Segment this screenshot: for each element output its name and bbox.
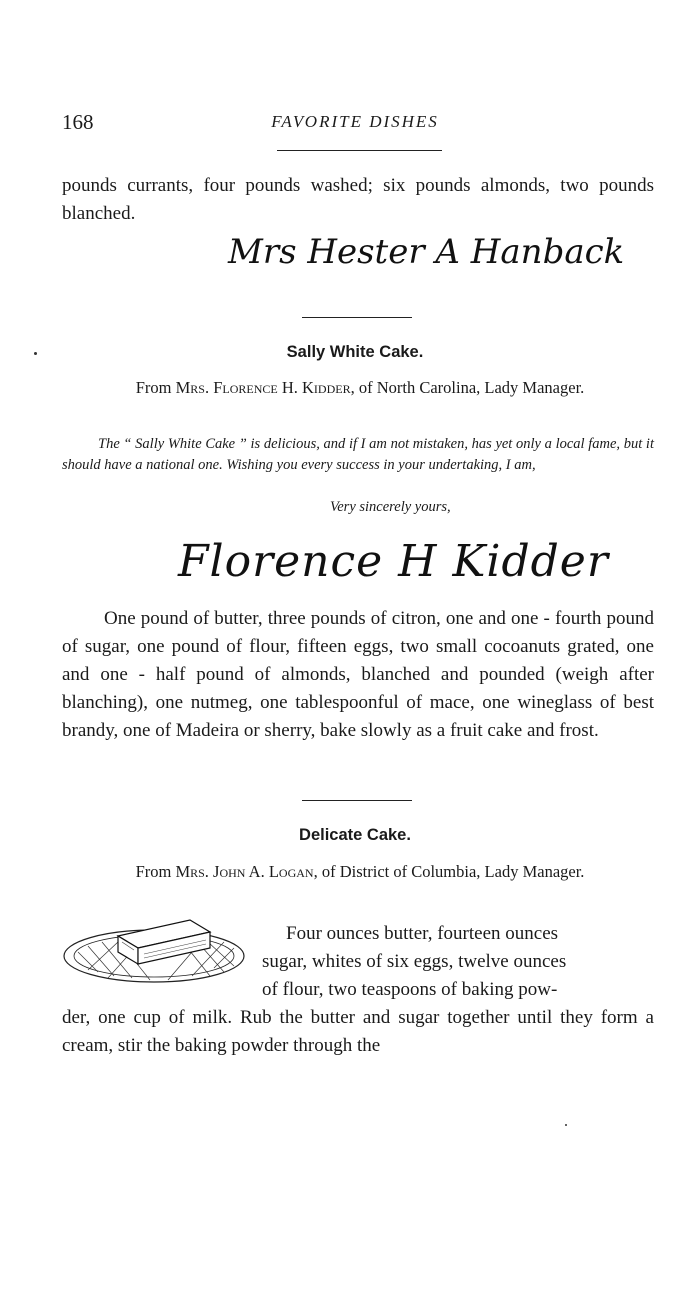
page-number: 168: [62, 110, 94, 134]
contributor-name: Mrs. John A. Logan: [175, 862, 314, 881]
sally-white-cake-title: Sally White Cake.: [286, 343, 424, 361]
cake-on-plate-illustration: [58, 912, 250, 990]
delicate-recipe-line-3: of flour, two teaspoons of baking pow-: [262, 979, 558, 1000]
contributor-suffix: , of North Carolina, Lady Manager.: [350, 378, 585, 397]
sally-closing: Very sincerely yours,: [330, 499, 451, 515]
bottom-speck: [565, 1124, 567, 1126]
delicate-recipe-line-1: Four ounces butter, fourteen ounces: [286, 923, 559, 944]
hanback-signature: Mrs Hester A Hanback: [228, 232, 625, 272]
section-rule: [302, 800, 412, 801]
continuation-text: pounds currants, four pounds washed; six pounds almonds, two pounds blanched.: [62, 175, 654, 224]
from-prefix: From: [135, 862, 172, 881]
sally-attribution: [75, 377, 645, 399]
kidder-signature: Florence H Kidder: [178, 536, 609, 587]
from-prefix: From: [135, 378, 172, 397]
delicate-attribution: [80, 861, 640, 883]
delicate-recipe-rest: der, one cup of milk. Rub the butter and sugar together until they form a cream, stir the baking powder through the: [62, 1007, 654, 1056]
running-title: FAVORITE DISHES: [271, 112, 439, 131]
delicate-cake-title: Delicate Cake.: [299, 826, 411, 844]
sally-letter: The “ Sally White Cake ” is delicious, and if I am not mistaken, has yet only a local fame, but it should have a national one. Wishing you every success in your undertaking, I am,: [62, 436, 654, 473]
contributor-name: Mrs. Florence H. Kidder: [175, 378, 351, 397]
contributor-suffix: , of District of Columbia, Lady Manager.: [313, 862, 585, 881]
sally-recipe: One pound of butter, three pounds of citron, one and one - fourth pound of sugar, one pound of flour, fifteen eggs, two small cocoanuts grated, one and one - half pound of almonds, blanched and pounded (weigh after blanching), one nutmeg, one tablespoonful of mace, one wineglass of best brandy, one of Madeira or sherry, bake slowly as a fruit cake and frost.: [62, 608, 654, 741]
header-rule: [277, 150, 442, 151]
section-rule: [302, 317, 412, 318]
delicate-recipe-line-2: sugar, whites of six eggs, twelve ounces: [262, 951, 567, 972]
